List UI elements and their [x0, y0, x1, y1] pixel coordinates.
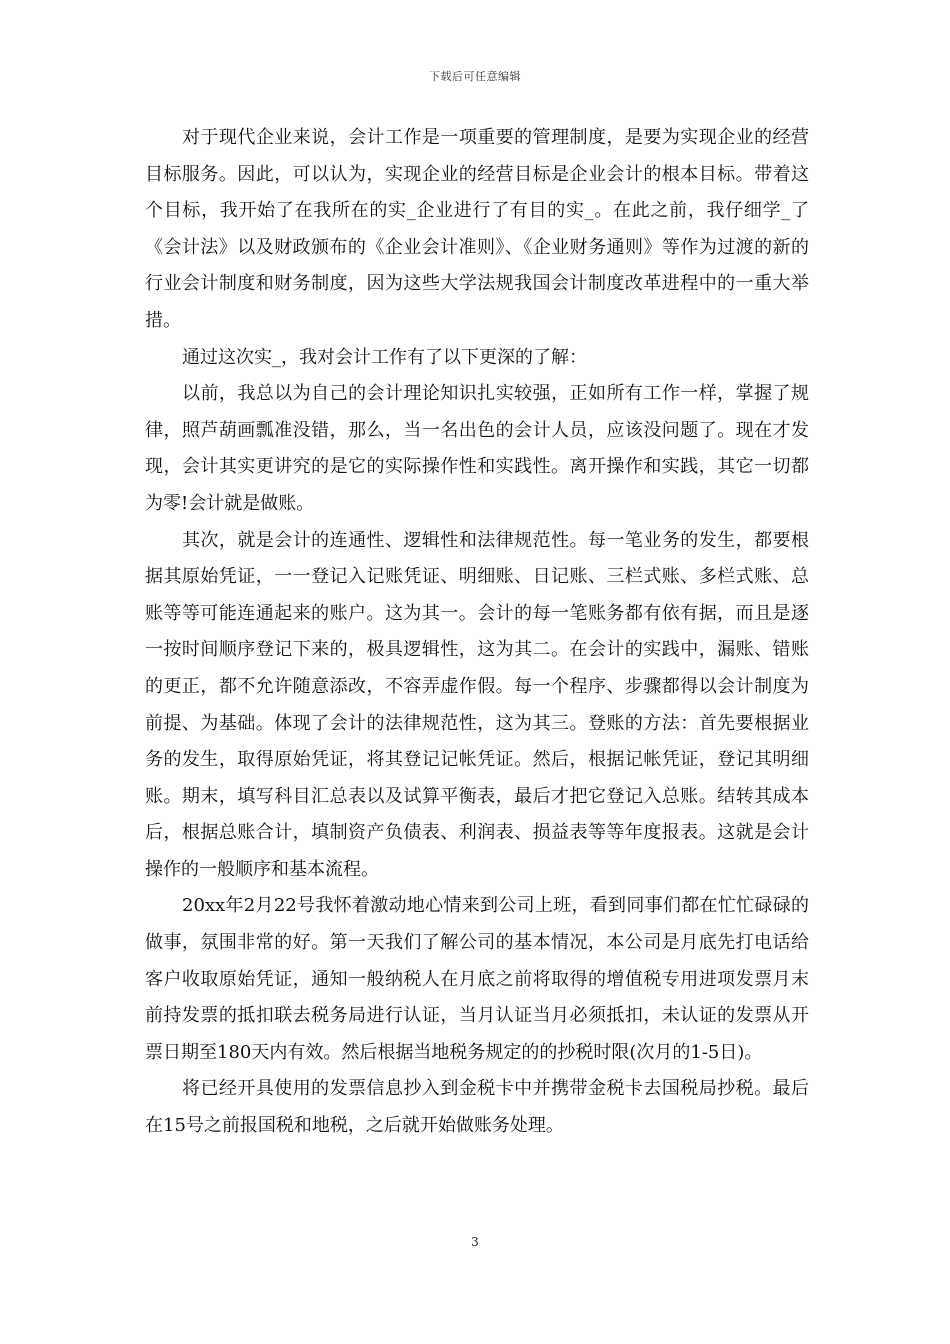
document-body: [145, 120, 809, 1145]
paragraph-3: 以前，我总以为自己的会计理论知识扎实较强，正如所有工作一样，掌握了规律，照芦葫画瓢准没错，那么，当一名出色的会计人员，应该没问题了。现在才发现，会计其实更讲究的是它的实际操作性和实践性。离开操作和实践，其它一切都为零!会计就是做账。: [145, 383, 809, 514]
page-header: 下载后可任意编辑: [429, 70, 521, 83]
paragraph-5: 20xx年2月22号我怀着激动地心情来到公司上班，看到同事们都在忙忙碌碌的做事，氛围非常的好。第一天我们了解公司的基本情况，本公司是月底先打电话给客户收取原始凭证，通知一般纳税人在月底之前将取得的增值税专用进项发票月末前持发票的抵扣联去税务局进行认证，当月认证当月必须抵扣，未认证的发票从开票日期至180天内有效。然后根据当地税务规定的的抄税时限(次月的1-5日)。: [145, 895, 809, 1063]
paragraph-4: 其次，就是会计的连通性、逻辑性和法律规范性。每一笔业务的发生，都要根据其原始凭证，一一登记入记账凭证、明细账、日记账、三栏式账、多栏式账、总账等等可能连通起来的账户。这为其一。会计的每一笔账务都有依有据，而且是逐一按时间顺序登记下来的，极具逻辑性，这为其二。在会计的实践中，漏账、错账的更正，都不允许随意添改，不容弄虚作假。每一个程序、步骤都得以会计制度为前提、为基础。体现了会计的法律规范性，这为其三。登账的方法：首先要根据业务的发生，取得原始凭证，将其登记记帐凭证。然后，根据记帐凭证，登记其明细账。期末，填写科目汇总表以及试算平衡表，最后才把它登记入总账。结转其成本后，根据总账合计，填制资产负债表、利润表、损益表等等年度报表。这就是会计操作的一般顺序和基本流程。: [145, 529, 809, 880]
page-number: 3: [471, 1235, 479, 1249]
paragraph-2: 通过这次实_，我对会计工作有了以下更深的了解：: [182, 346, 587, 368]
paragraph-1: 对于现代企业来说，会计工作是一项重要的管理制度，是要为实现企业的经营目标服务。因此，可以认为，实现企业的经营目标是企业会计的根本目标。带着这个目标，我开始了在我所在的实_企业进行了有目的实_。在此之前，我仔细学_了《会计法》以及财政颁布的《企业会计准则》、《企业财务通则》等作为过渡的新的行业会计制度和财务制度，因为这些大学法规我国会计制度改革进程中的一重大举措。: [145, 127, 809, 331]
paragraph-6: 将已经开具使用的发票信息抄入到金税卡中并携带金税卡去国税局抄税。最后在15号之前报国税和地税，之后就开始做账务处理。: [145, 1078, 809, 1137]
